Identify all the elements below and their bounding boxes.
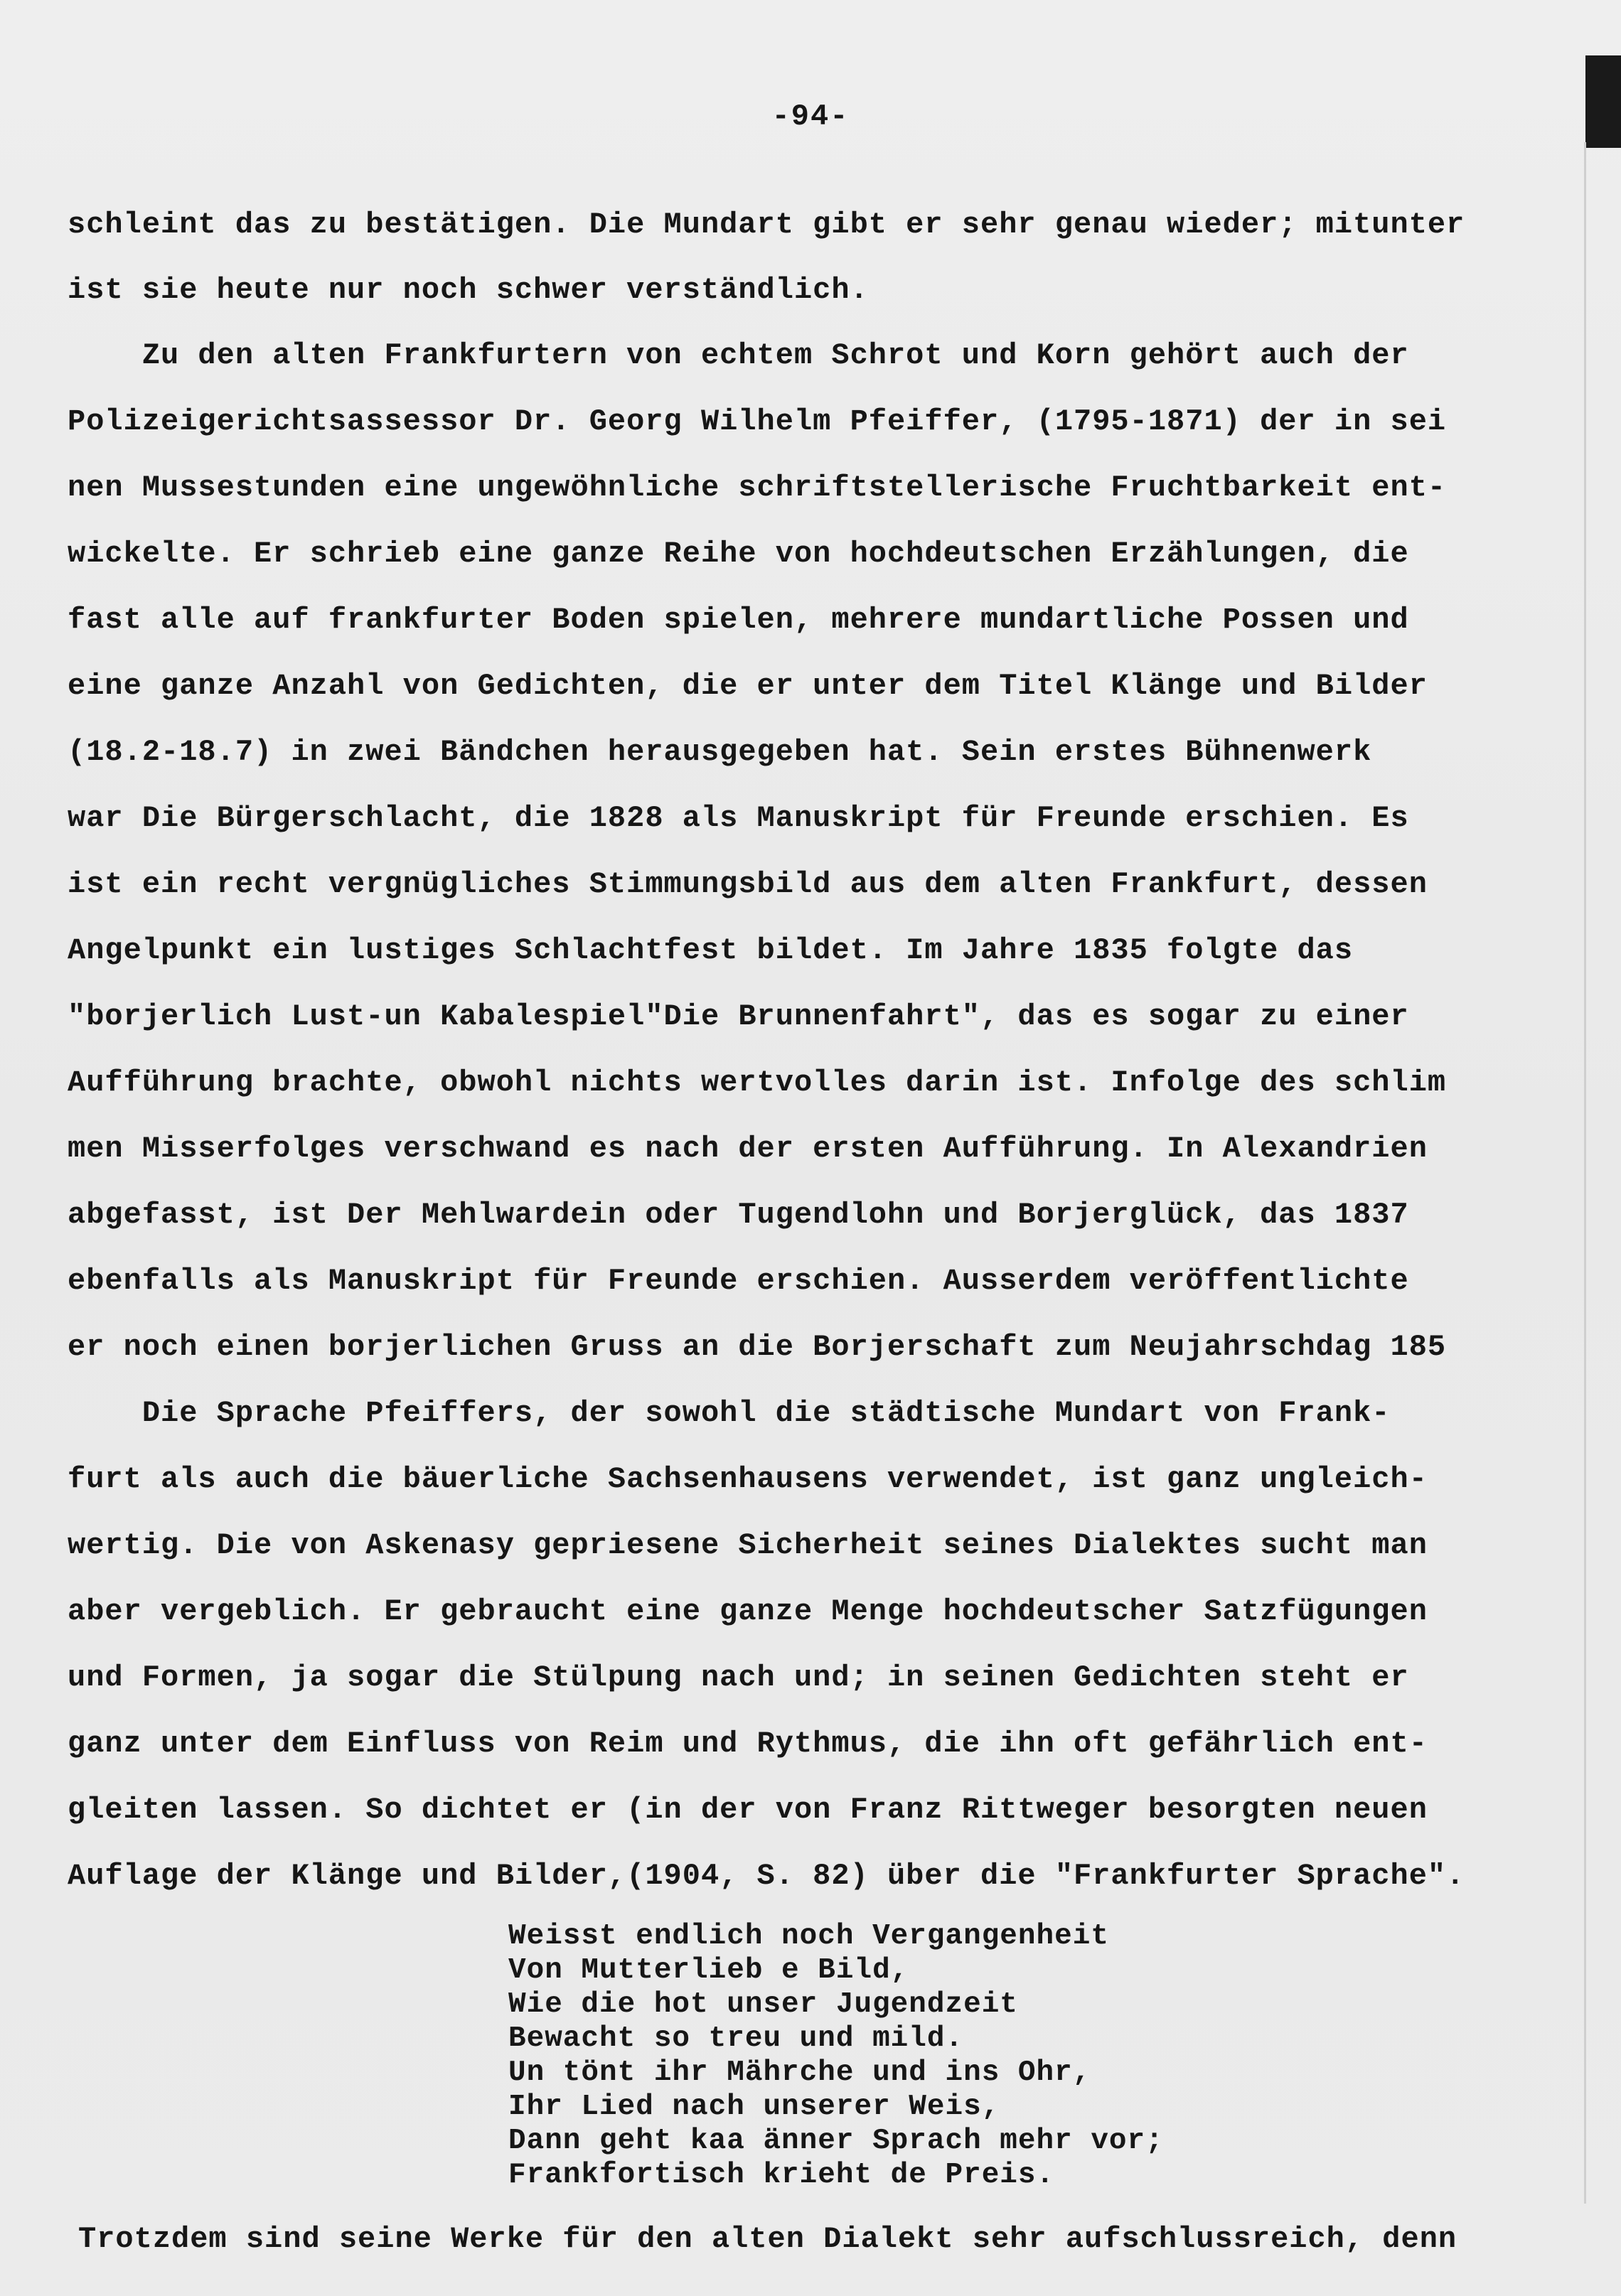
poem-stanza (508, 1919, 1164, 2192)
text-line: eine ganze Anzahl von Gedichten, die er unter dem Titel Klänge und Bilder (68, 669, 1428, 703)
poem-line: Frankfortisch krieht de Preis. (508, 2159, 1055, 2192)
text-line: (18.2-18.7) in zwei Bändchen herausgegeben hat. Sein erstes Bühnenwerk (68, 735, 1372, 769)
text-line: Zu den alten Frankfurtern von echtem Schrot und Korn gehört auch der (68, 338, 1409, 372)
page-edge-shadow (1584, 142, 1586, 2204)
text-line: men Misserfolges verschwand es nach der ersten Aufführung. In Alexandrien (68, 1132, 1428, 1166)
text-line: war Die Bürgerschlacht, die 1828 als Manuskript für Freunde erschien. Es (68, 801, 1409, 835)
text-line: ist sie heute nur noch schwer verständlich. (68, 273, 869, 307)
text-line: nen Mussestunden eine ungewöhnliche schriftstellerische Fruchtbarkeit ent- (68, 471, 1447, 505)
text-line: ebenfalls als Manuskript für Freunde erschien. Ausserdem veröffentlichte (68, 1264, 1409, 1298)
text-line: wickelte. Er schrieb eine ganze Reihe von hochdeutschen Erzählungen, die (68, 537, 1409, 571)
text-line: abgefasst, ist Der Mehlwardein oder Tugendlohn und Borjerglück, das 1837 (68, 1198, 1409, 1232)
paragraph-1 (68, 192, 1582, 323)
text-line: Auflage der Klänge und Bilder,(1904, S. 82) über die "Frankfurter Sprache". (68, 1859, 1465, 1893)
text-line: fast alle auf frankfurter Boden spielen, mehrere mundartliche Possen und (68, 603, 1409, 637)
paragraph-3 (68, 1380, 1582, 1909)
page-number: -94- (771, 100, 850, 134)
text-line: Angelpunkt ein lustiges Schlachtfest bildet. Im Jahre 1835 folgte das (68, 933, 1354, 967)
text-line: ist ein recht vergnügliches Stimmungsbild aus dem alten Frankfurt, dessen (68, 867, 1428, 901)
text-line: wertig. Die von Askenasy gepriesene Sicherheit seines Dialektes sucht man (68, 1528, 1428, 1562)
text-line: er noch einen borjerlichen Gruss an die Borjerschaft zum Neujahrschdag 185 (68, 1330, 1447, 1364)
text-line: und Formen, ja sogar die Stülpung nach und; in seinen Gedichten steht er (68, 1661, 1409, 1695)
text-line: aber vergeblich. Er gebraucht eine ganze Menge hochdeutscher Satzfügungen (68, 1594, 1428, 1629)
poem-line: Ihr Lied nach unserer Weis, (508, 2091, 1000, 2123)
poem-line: Weisst endlich noch Vergangenheit (508, 1920, 1109, 1953)
closing-paragraph (78, 2218, 1585, 2260)
text-line: gleiten lassen. So dichtet er (in der von Franz Rittweger besorgten neuen (68, 1793, 1428, 1827)
body-text (68, 192, 1582, 1909)
text-line: ganz unter dem Einfluss von Reim und Rythmus, die ihn oft gefährlich ent- (68, 1727, 1428, 1761)
paragraph-2 (68, 323, 1582, 1380)
text-line: Die Sprache Pfeiffers, der sowohl die städtische Mundart von Frank- (68, 1396, 1391, 1430)
poem-line: Dann geht kaa änner Sprach mehr vor; (508, 2125, 1164, 2157)
text-line: Trotzdem sind seine Werke für den alten Dialekt sehr aufschlussreich, denn (78, 2222, 1457, 2256)
poem-line: Wie die hot unser Jugendzeit (508, 1988, 1018, 2021)
text-line: furt als auch die bäuerliche Sachsenhausens verwendet, ist ganz ungleich- (68, 1462, 1428, 1496)
poem-line: Un tönt ihr Mährche und ins Ohr, (508, 2056, 1091, 2089)
poem-line: Von Mutterlieb e Bild, (508, 1954, 909, 1987)
text-line: Polizeigerichtsassessor Dr. Georg Wilhelm Pfeiffer, (1795-1871) der in sei (68, 404, 1447, 439)
text-line: schleint das zu bestätigen. Die Mundart gibt er sehr genau wieder; mitunter (68, 208, 1465, 242)
text-line: "borjerlich Lust-un Kabalespiel"Die Brunnenfahrt", das es sogar zu einer (68, 999, 1409, 1034)
text-line: Aufführung brachte, obwohl nichts wertvolles darin ist. Infolge des schlim (68, 1066, 1447, 1100)
poem-line: Bewacht so treu und mild. (508, 2022, 964, 2055)
